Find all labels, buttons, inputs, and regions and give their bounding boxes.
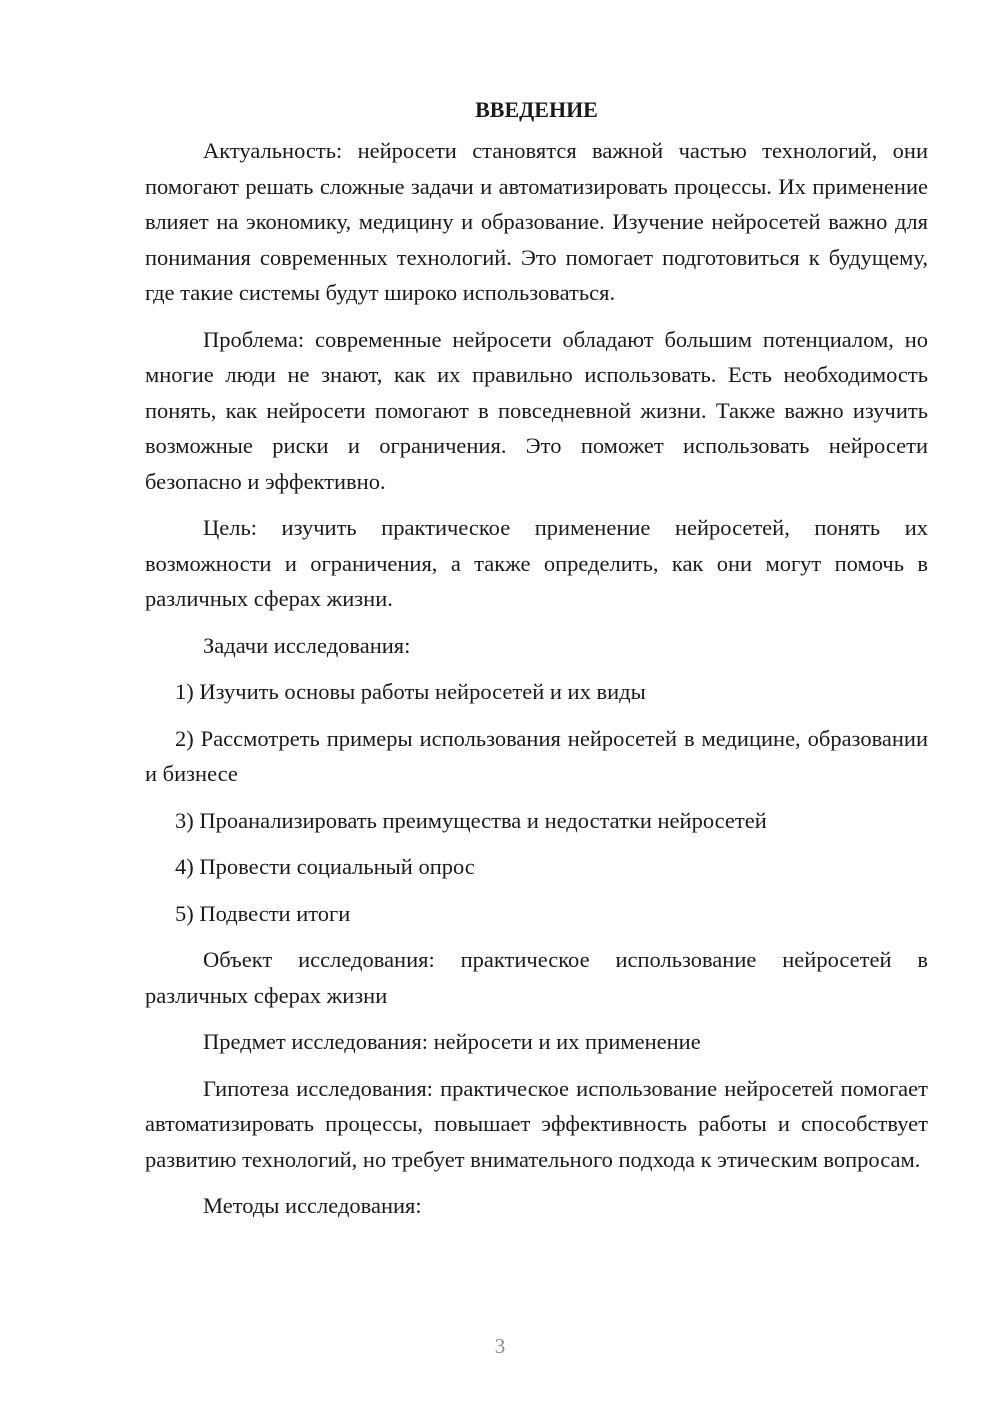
section-title: ВВЕДЕНИЕ: [475, 97, 598, 122]
task-item-2: 2) Рассмотреть примеры использования нейросетей в медицине, образовании и бизнесе: [145, 725, 928, 786]
methods-heading: Методы исследования:: [203, 1193, 422, 1218]
object-paragraph: Объект исследования: практическое использование нейросетей в различных сферах жизни: [145, 947, 928, 1008]
document-page: [145, 92, 928, 1224]
problem-paragraph: Проблема: современные нейросети обладают большим потенциалом, но многие люди не знают, как их правильно использовать. Есть необходимость понять, как нейросети помогают в повседневной жизни. Также важно изучить возможные риски и ограничения. Это поможет использовать нейросети безопасно и эффективно.: [145, 326, 928, 494]
hypothesis-paragraph: Гипотеза исследования: практическое использование нейросетей помогает автоматизировать процессы, повышает эффективность работы и способствует развитию технологий, но требует внимательного подхода к этическим вопросам.: [145, 1075, 928, 1172]
subject-paragraph: Предмет исследования: нейросети и их применение: [203, 1029, 701, 1054]
tasks-heading: Задачи исследования:: [203, 632, 411, 658]
task-item-3: 3) Проанализировать преимущества и недостатки нейросетей: [175, 807, 767, 833]
task-item-5: 5) Подвести итоги: [175, 900, 351, 926]
relevance-paragraph: Актуальность: нейросети становятся важной частью технологий, они помогают решать сложные задачи и автоматизировать процессы. Их применение влияет на экономику, медицину и образование. Изучение нейросетей важно для понимания современных технологий. Это помогает подготовиться к будущему, где такие системы будут широко использоваться.: [145, 138, 928, 305]
task-item-4: 4) Провести социальный опрос: [175, 854, 475, 879]
page-number: 3: [494, 1334, 506, 1358]
task-item-1: 1) Изучить основы работы нейросетей и их виды: [175, 679, 646, 704]
goal-paragraph: Цель: изучить практическое применение нейросетей, понять их возможности и ограничения, а также определить, как они могут помочь в различных сферах жизни.: [145, 515, 928, 611]
